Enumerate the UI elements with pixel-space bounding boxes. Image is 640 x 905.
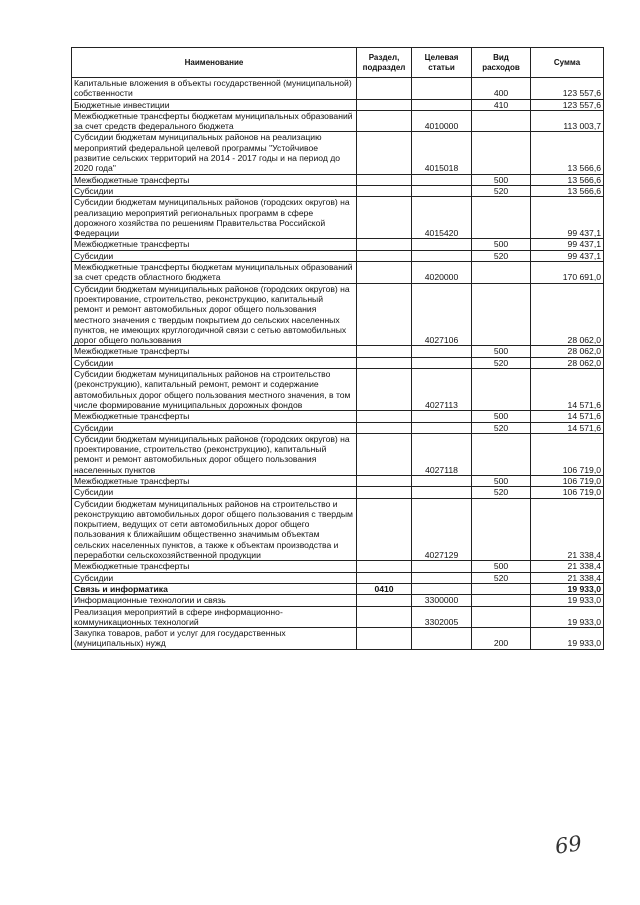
cell-section [357, 433, 412, 475]
table-row [72, 475, 604, 486]
cell-kind [472, 369, 531, 411]
cell-kind: 200 [472, 628, 531, 650]
cell-section [357, 369, 412, 411]
table-row [72, 487, 604, 498]
cell-section [357, 78, 412, 100]
table-row [72, 174, 604, 185]
cell-name: Субсидии [72, 487, 357, 498]
header-kind: Вид расходов [472, 48, 531, 78]
cell-section [357, 346, 412, 357]
cell-name: Субсидии бюджетам муниципальных районов (городских округов) на проектирование, строительство, реконструкцию, капитальный ремонт и ремонт автомобильных дорог общего пользования местного значения с твердым покрытием до сельских населенных пунктов, не имеющих круглогодичной связи с сетью автомобильных дорог общего пользования [72, 283, 357, 346]
cell-kind [472, 197, 531, 239]
cell-target [412, 561, 472, 572]
cell-sum: 123 557,6 [531, 99, 604, 110]
cell-name: Связь и информатика [72, 583, 357, 594]
cell-name: Межбюджетные трансферты [72, 239, 357, 250]
cell-kind: 500 [472, 174, 531, 185]
cell-kind: 500 [472, 411, 531, 422]
cell-kind [472, 262, 531, 284]
cell-kind [472, 498, 531, 561]
cell-section [357, 239, 412, 250]
cell-kind: 400 [472, 78, 531, 100]
cell-kind: 520 [472, 357, 531, 368]
cell-target [412, 357, 472, 368]
cell-name: Субсидии [72, 250, 357, 261]
cell-sum: 13 566,6 [531, 174, 604, 185]
cell-section [357, 498, 412, 561]
cell-section [357, 110, 412, 132]
cell-sum: 21 338,4 [531, 572, 604, 583]
cell-sum: 14 571,6 [531, 422, 604, 433]
table-row [72, 185, 604, 196]
cell-kind [472, 433, 531, 475]
cell-kind: 500 [472, 475, 531, 486]
cell-kind: 520 [472, 487, 531, 498]
table-row [72, 250, 604, 261]
cell-kind: 520 [472, 422, 531, 433]
budget-table [71, 47, 604, 650]
cell-section [357, 628, 412, 650]
cell-name: Межбюджетные трансферты [72, 346, 357, 357]
table-row [72, 369, 604, 411]
cell-target: 3302005 [412, 606, 472, 628]
cell-target [412, 239, 472, 250]
cell-kind [472, 132, 531, 174]
cell-target [412, 583, 472, 594]
cell-kind [472, 283, 531, 346]
cell-section [357, 174, 412, 185]
cell-name: Межбюджетные трансферты [72, 475, 357, 486]
cell-section [357, 185, 412, 196]
cell-kind: 520 [472, 572, 531, 583]
table-row [72, 99, 604, 110]
cell-target: 4015018 [412, 132, 472, 174]
cell-sum: 21 338,4 [531, 561, 604, 572]
cell-name: Межбюджетные трансферты бюджетам муниципальных образований за счет средств федерального бюджета [72, 110, 357, 132]
cell-name: Межбюджетные трансферты [72, 174, 357, 185]
table-row [72, 572, 604, 583]
cell-sum: 106 719,0 [531, 475, 604, 486]
cell-sum: 19 933,0 [531, 606, 604, 628]
cell-target: 4027113 [412, 369, 472, 411]
cell-name: Субсидии [72, 357, 357, 368]
cell-sum: 28 062,0 [531, 346, 604, 357]
cell-sum: 106 719,0 [531, 487, 604, 498]
cell-sum: 99 437,1 [531, 197, 604, 239]
cell-target [412, 185, 472, 196]
header-section: Раздел, подраздел [357, 48, 412, 78]
cell-name: Межбюджетные трансферты [72, 561, 357, 572]
cell-sum: 19 933,0 [531, 628, 604, 650]
cell-target: 4027118 [412, 433, 472, 475]
table-row [72, 583, 604, 594]
cell-sum: 19 933,0 [531, 583, 604, 594]
table-row [72, 606, 604, 628]
cell-name: Субсидии бюджетам муниципальных районов на реализацию мероприятий федеральной целевой программы "Устойчивое развитие сельских территорий на 2014 - 2017 годы и на период до 2020 года" [72, 132, 357, 174]
cell-sum: 21 338,4 [531, 498, 604, 561]
cell-name: Капитальные вложения в объекты государственной (муниципальной) собственности [72, 78, 357, 100]
cell-sum: 19 933,0 [531, 595, 604, 606]
cell-sum: 99 437,1 [531, 250, 604, 261]
cell-name: Субсидии [72, 185, 357, 196]
cell-name: Реализация мероприятий в сфере информационно-коммуникационных технологий [72, 606, 357, 628]
cell-target: 4010000 [412, 110, 472, 132]
cell-section [357, 411, 412, 422]
cell-sum: 99 437,1 [531, 239, 604, 250]
cell-section [357, 250, 412, 261]
cell-section [357, 606, 412, 628]
cell-section [357, 283, 412, 346]
cell-sum: 13 566,6 [531, 185, 604, 196]
table-row [72, 561, 604, 572]
cell-kind: 500 [472, 239, 531, 250]
cell-target [412, 250, 472, 261]
cell-section [357, 487, 412, 498]
cell-kind: 500 [472, 561, 531, 572]
table-row [72, 595, 604, 606]
cell-name: Субсидии [72, 422, 357, 433]
cell-kind: 410 [472, 99, 531, 110]
cell-target [412, 174, 472, 185]
cell-name: Субсидии бюджетам муниципальных районов (городских округов) на реализацию мероприятий региональных программ в сфере дорожного хозяйства по решениям Правительства Российской Федерации [72, 197, 357, 239]
cell-section [357, 132, 412, 174]
cell-sum: 170 691,0 [531, 262, 604, 284]
cell-sum: 14 571,6 [531, 369, 604, 411]
cell-target [412, 628, 472, 650]
cell-target [412, 572, 472, 583]
cell-kind: 520 [472, 185, 531, 196]
cell-sum: 28 062,0 [531, 357, 604, 368]
cell-sum: 106 719,0 [531, 433, 604, 475]
table-row [72, 498, 604, 561]
page-number: 69 [553, 831, 584, 859]
table-row [72, 239, 604, 250]
table-row [72, 110, 604, 132]
table-row [72, 433, 604, 475]
cell-kind: 520 [472, 250, 531, 261]
header-sum: Сумма [531, 48, 604, 78]
cell-kind [472, 583, 531, 594]
cell-section [357, 262, 412, 284]
cell-target [412, 78, 472, 100]
table-body [72, 78, 604, 650]
cell-target [412, 99, 472, 110]
table-row [72, 78, 604, 100]
cell-section [357, 99, 412, 110]
cell-name: Субсидии бюджетам муниципальных районов на строительство (реконструкцию), капитальный ремонт, ремонт и содержание автомобильных дорог общего пользования местного значения, в том числе формирование муниципальных дорожных фондов [72, 369, 357, 411]
cell-name: Закупка товаров, работ и услуг для государственных (муниципальных) нужд [72, 628, 357, 650]
cell-name: Субсидии бюджетам муниципальных районов на строительство и реконструкцию автомобильных дорог общего пользования с твердым покрытием, ведущих от сети автомобильных дорог общего пользования к ближайшим общественно значимым объектам сельских населенных пунктов, а также к объектам производства и переработки сельскохозяйственной продукции [72, 498, 357, 561]
cell-kind [472, 595, 531, 606]
table-row [72, 346, 604, 357]
table-row [72, 197, 604, 239]
cell-section [357, 422, 412, 433]
cell-kind [472, 110, 531, 132]
cell-section [357, 475, 412, 486]
cell-sum: 13 566,6 [531, 132, 604, 174]
cell-section [357, 572, 412, 583]
cell-name: Межбюджетные трансферты [72, 411, 357, 422]
cell-section [357, 357, 412, 368]
cell-target: 4020000 [412, 262, 472, 284]
cell-sum: 113 003,7 [531, 110, 604, 132]
cell-target [412, 475, 472, 486]
cell-target [412, 346, 472, 357]
table-row [72, 262, 604, 284]
cell-section: 0410 [357, 583, 412, 594]
cell-target: 4027129 [412, 498, 472, 561]
cell-target: 4015420 [412, 197, 472, 239]
cell-target [412, 422, 472, 433]
cell-target [412, 411, 472, 422]
cell-name: Межбюджетные трансферты бюджетам муниципальных образований за счет средств областного бюджета [72, 262, 357, 284]
table-row [72, 357, 604, 368]
cell-section [357, 561, 412, 572]
cell-sum: 14 571,6 [531, 411, 604, 422]
cell-target: 3300000 [412, 595, 472, 606]
cell-kind: 500 [472, 346, 531, 357]
cell-kind [472, 606, 531, 628]
cell-name: Субсидии бюджетам муниципальных районов (городских округов) на проектирование, строительство (реконструкцию), капитальный ремонт и ремонт автомобильных дорог общего пользования населенных пунктов [72, 433, 357, 475]
table-row [72, 628, 604, 650]
header-target: Целевая статьи [412, 48, 472, 78]
cell-name: Информационные технологии и связь [72, 595, 357, 606]
cell-name: Бюджетные инвестиции [72, 99, 357, 110]
header-name: Наименование [72, 48, 357, 78]
table-row [72, 422, 604, 433]
table-row [72, 411, 604, 422]
table-header-row [72, 48, 604, 78]
cell-section [357, 197, 412, 239]
cell-sum: 123 557,6 [531, 78, 604, 100]
cell-target: 4027106 [412, 283, 472, 346]
cell-target [412, 487, 472, 498]
cell-name: Субсидии [72, 572, 357, 583]
table-row [72, 132, 604, 174]
cell-sum: 28 062,0 [531, 283, 604, 346]
cell-section [357, 595, 412, 606]
table-row [72, 283, 604, 346]
